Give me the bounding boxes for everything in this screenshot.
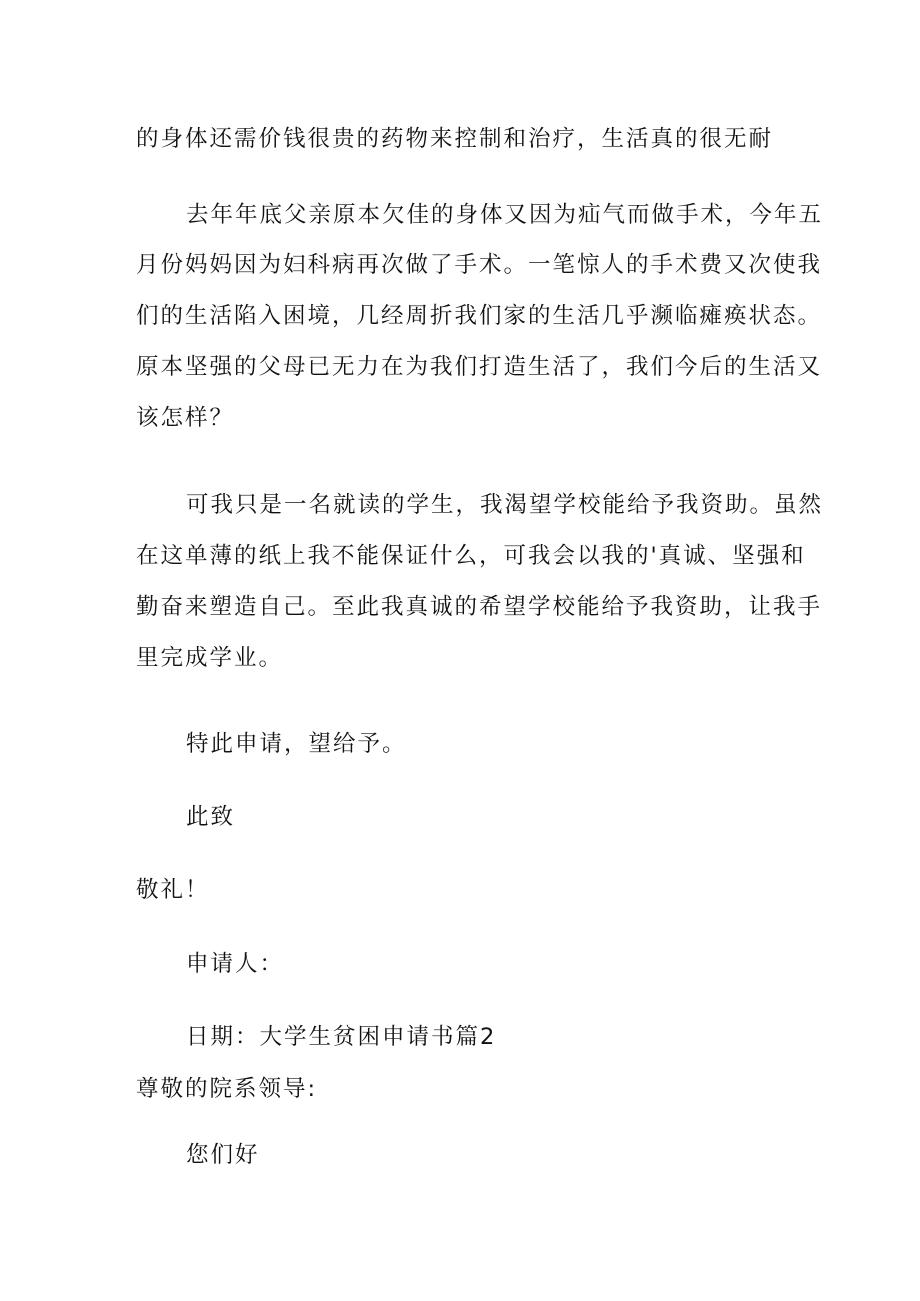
salutation-zhizhi: 此致	[186, 804, 236, 830]
recipient-greeting: 尊敬的院系领导:	[136, 1076, 318, 1102]
paragraph-line: 原本坚强的父母已无力在为我们打造生活了，我们今后的生活又	[136, 354, 823, 380]
paragraph-line: 勤奋来塑造自己。至此我真诚的希望学校能给予我资助，让我手	[136, 594, 823, 620]
paragraph-line: 可我只是一名就读的学生，我渴望学校能给予我资助。虽然	[186, 492, 824, 518]
salutation-jingli: 敬礼！	[136, 877, 210, 903]
paragraph-line: 的身体还需价钱很贵的药物来控制和治疗，生活真的很无耐	[136, 126, 774, 152]
paragraph-line: 们的生活陷入困境，几经周折我们家的生活几乎濒临瘫痪状态。	[136, 303, 823, 329]
paragraph-line: 该怎样？	[136, 405, 235, 431]
greeting-line: 您们好	[186, 1142, 260, 1168]
paragraph-line: 月份妈妈因为妇科病再次做了手术。一笔惊人的手术费又次使我	[136, 252, 823, 278]
closing-request-line: 特此申请，望给予。	[186, 731, 407, 757]
applicant-label: 申请人：	[186, 951, 285, 977]
date-label: 日期：大学生贫困申请书篇2	[186, 1024, 497, 1050]
paragraph-line: 里完成学业。	[136, 645, 284, 671]
paragraph-line: 在这单薄的纸上我不能保证什么，可我会以我的'真诚、坚强和	[136, 543, 806, 569]
paragraph-line: 去年年底父亲原本欠佳的身体又因为疝气而做手术，今年五	[186, 202, 824, 228]
